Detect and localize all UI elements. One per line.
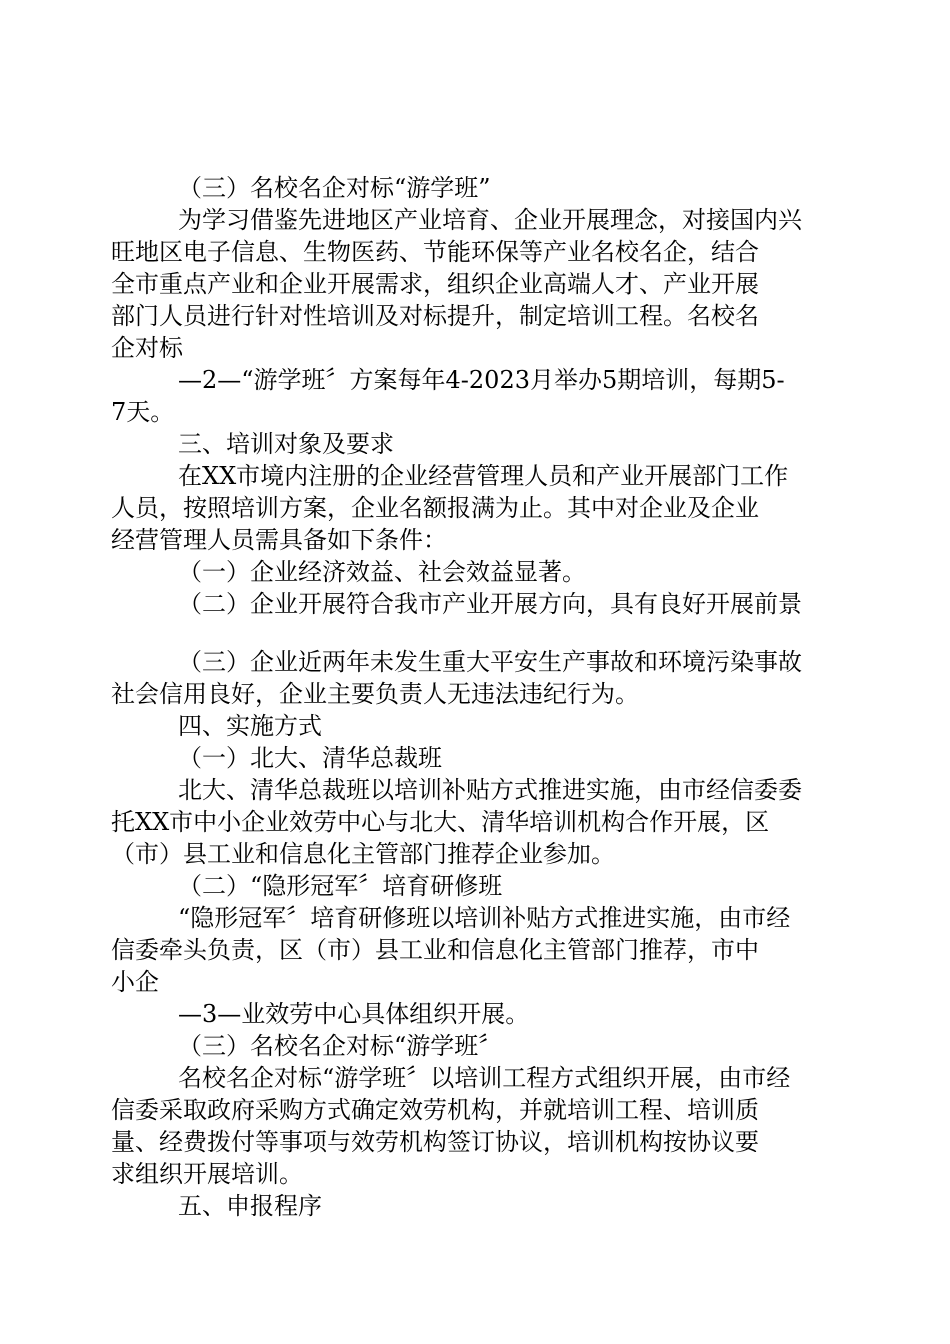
paragraph-line: 北大、清华总裁班以培训补贴方式推进实施，由市经信委委 (178, 776, 802, 804)
list-item: （一）企业经济效益、社会效益显著。 (178, 558, 586, 586)
list-item: （二）企业开展符合我市产业开展方向，具有良好开展前景 (178, 590, 802, 618)
paragraph-line: 托XX市中小企业效劳中心与北大、清华培训机构合作开展，区 (111, 808, 770, 836)
paragraph-line: “隐形冠军〞培育研修班以培训补贴方式推进实施，由市经 (178, 904, 791, 932)
paragraph-line: 7天。 (111, 398, 175, 426)
paragraph-line: 信委牵头负责，区（市）县工业和信息化主管部门推荐，市中 (111, 936, 759, 964)
paragraph-line: 全市重点产业和企业开展需求，组织企业高端人才、产业开展 (111, 270, 759, 298)
paragraph-line: 旺地区电子信息、生物医药、节能环保等产业名校名企，结合 (111, 238, 759, 266)
paragraph-line: 社会信用良好，企业主要负责人无违法违纪行为。 (111, 680, 639, 708)
paragraph-line: 人员，按照培训方案，企业名额报满为止。其中对企业及企业 (111, 494, 759, 522)
section-heading: 四、实施方式 (178, 712, 322, 740)
paragraph-line: 量、经费拨付等事项与效劳机构签订协议，培训机构按协议要 (111, 1128, 759, 1156)
section-heading: 五、申报程序 (178, 1192, 322, 1220)
subsection-heading: （二）“隐形冠军〞培育研修班 (178, 872, 503, 900)
paragraph-line: 部门人员进行针对性培训及对标提升，制定培训工程。名校名 (111, 302, 759, 330)
page-marker-line: —3—业效劳中心具体组织开展。 (178, 1000, 530, 1028)
paragraph-line: （市）县工业和信息化主管部门推荐企业参加。 (111, 840, 615, 868)
paragraph-line: 小企 (111, 968, 159, 996)
list-item: （三）企业近两年未发生重大平安生产事故和环境污染事故 (178, 648, 802, 676)
subsection-heading: （三）名校名企对标“游学班〞 (178, 1032, 503, 1060)
paragraph-line: 企对标 (111, 334, 183, 362)
paragraph-line: 经营管理人员需具备如下条件： (111, 526, 447, 554)
section-heading: （三）名校名企对标“游学班” (178, 174, 491, 202)
page-marker-line: —2—“游学班〞方案每年4-2023月举办5期培训，每期5- (178, 366, 785, 394)
section-heading: 三、培训对象及要求 (178, 430, 394, 458)
subsection-heading: （一）北大、清华总裁班 (178, 744, 442, 772)
paragraph-line: 求组织开展培训。 (111, 1160, 303, 1188)
paragraph-line: 为学习借鉴先进地区产业培育、企业开展理念，对接国内兴 (178, 206, 802, 234)
paragraph-line: 在XX市境内注册的企业经营管理人员和产业开展部门工作 (178, 462, 789, 490)
paragraph-line: 名校名企对标“游学班〞以培训工程方式组织开展，由市经 (178, 1064, 791, 1092)
paragraph-line: 信委采取政府采购方式确定效劳机构，并就培训工程、培训质 (111, 1096, 759, 1124)
